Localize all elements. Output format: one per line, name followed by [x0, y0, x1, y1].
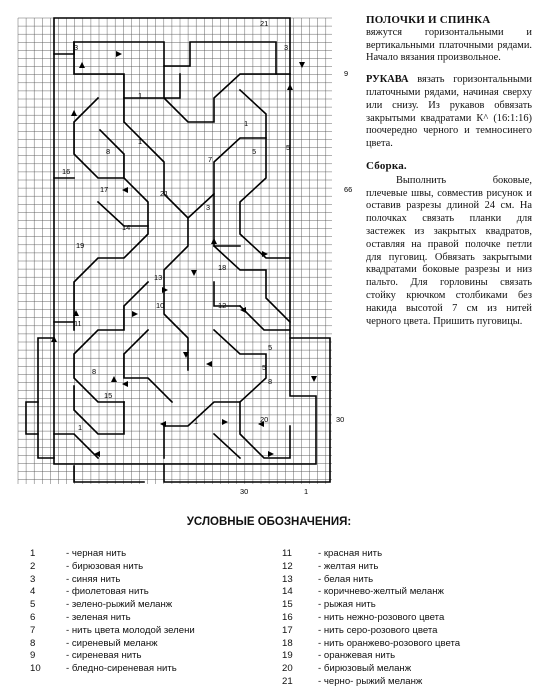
chart-blocks: [26, 18, 330, 482]
legend-item: [30, 586, 195, 599]
legend-item-number: 19: [282, 650, 293, 662]
legend-item-label: - черно- рыжий меланж: [318, 675, 423, 687]
direction-arrow: [51, 336, 57, 342]
legend-title: УСЛОВНЫЕ ОБОЗНАЧЕНИЯ:: [186, 516, 352, 528]
cell-number: 8: [92, 367, 97, 376]
direction-arrow: [79, 62, 85, 68]
cell-number: 1: [304, 487, 309, 496]
knitting-chart: [14, 14, 360, 498]
legend-item-label: - оранжевая нить: [318, 650, 396, 662]
cell-number: 30: [336, 415, 345, 424]
cell-number: 3: [206, 203, 211, 212]
cell-number: 18: [218, 263, 227, 272]
legend-item-number: 15: [282, 599, 293, 611]
legend-item-number: 3: [30, 573, 36, 585]
direction-arrow: [111, 376, 117, 382]
legend-item-label: - синяя нить: [66, 573, 121, 585]
cell-number: 30: [240, 487, 249, 496]
direction-arrow: [268, 451, 274, 457]
direction-arrow: [162, 287, 168, 293]
legend-item: [30, 650, 195, 663]
section-lead-sleeves: РУКАВА: [366, 74, 409, 86]
legend-item-number: 16: [282, 611, 293, 623]
block-diagonal: [164, 330, 269, 426]
cell-number: 7: [208, 155, 213, 164]
instructions-text: [366, 14, 532, 337]
legend-item-number: 12: [282, 560, 293, 572]
cell-number: 5: [286, 143, 291, 152]
legend-item-label: - белая нить: [318, 573, 374, 585]
legend-item-label: - бирюзовый меланж: [318, 663, 412, 675]
legend-item-label: - сиреневая нить: [66, 650, 142, 662]
legend-item: [282, 638, 460, 651]
cell-number: 5: [252, 147, 257, 156]
legend-item-number: 8: [30, 637, 36, 649]
direction-arrow: [71, 110, 77, 116]
cell-number: 8: [106, 147, 111, 156]
cell-number: 10: [156, 301, 165, 310]
block-diagonal: [240, 138, 290, 258]
legend-item: [30, 561, 195, 574]
legend-left-column: [30, 548, 195, 676]
legend-item: [30, 638, 195, 651]
section-body-assembly: Выполнить боковые, плечевые швы, совместив рисунок и оставив разрезы длиной 24 см. На полочках связать планки для застежек из закрытых квадратов, оставляя на правой полочке петли для пуговиц. Обвязать закрытыми квадратами боковые разрезы и низ пальто. Для горловины связать стойку крючком столбиками без накида высотой 7 см из нитей черного цвета. Пришить пуговицы.: [366, 174, 532, 327]
legend-item-number: 20: [282, 663, 293, 675]
block-diagonal: [214, 434, 240, 458]
cell-number: 66: [344, 185, 353, 194]
legend-item: [30, 625, 195, 638]
cell-number: 15: [104, 391, 113, 400]
block-outline: [164, 338, 330, 482]
legend-item-label: - сиреневый меланж: [66, 637, 158, 649]
legend-item: [282, 548, 460, 561]
cell-number: 12: [218, 301, 227, 310]
legend-item-number: 5: [30, 599, 36, 611]
cell-number: 3: [74, 43, 79, 52]
block-diagonal: [240, 402, 290, 458]
legend-item-label: - зелено-рыжий меланж: [66, 599, 173, 611]
cell-number: 20: [260, 415, 269, 424]
legend-right-column: [282, 548, 460, 689]
cell-number: 1: [244, 119, 249, 128]
legend-item-number: 6: [30, 611, 36, 623]
cell-number: 1: [138, 137, 143, 146]
legend-item: [30, 663, 195, 676]
cell-number: 8: [268, 377, 273, 386]
cell-number: 16: [62, 167, 71, 176]
cell-number: 1: [138, 91, 143, 100]
block-diagonal: [164, 218, 188, 370]
legend-item-label: - нить цвета молодой зелени: [66, 624, 195, 636]
legend-item-number: 4: [30, 586, 36, 598]
legend-item-number: 17: [282, 624, 293, 636]
legend-item-label: - желтая нить: [318, 560, 379, 572]
direction-arrow: [287, 84, 293, 90]
cell-number: 19: [76, 241, 85, 250]
block-outline: [38, 338, 54, 458]
block-diagonal: [214, 194, 240, 246]
cell-number: 1: [78, 423, 83, 432]
cell-number: 17: [100, 185, 109, 194]
legend-item: [282, 574, 460, 587]
block-diagonal: [54, 434, 98, 458]
legend-item-label: - бледно-сиреневая нить: [66, 663, 177, 675]
section-sleeves: [366, 74, 532, 151]
legend-item: [282, 625, 460, 638]
legend-item-number: 11: [282, 548, 292, 559]
legend-item: [30, 612, 195, 625]
direction-arrow: [311, 376, 317, 382]
direction-arrow: [132, 311, 138, 317]
direction-arrow: [299, 62, 305, 68]
legend-item: [282, 676, 460, 689]
cell-number: 14: [122, 223, 131, 232]
legend-item: [282, 650, 460, 663]
legend-item: [30, 599, 195, 612]
direction-arrow: [160, 421, 166, 427]
direction-arrow: [211, 238, 217, 244]
chart-grid: [18, 18, 332, 484]
legend-item-number: 18: [282, 637, 293, 649]
cell-number: 11: [74, 319, 82, 328]
legend-item-number: 13: [282, 573, 293, 585]
legend-item: [282, 561, 460, 574]
legend-item-number: 14: [282, 586, 293, 598]
legend-item-label: - красная нить: [318, 548, 383, 559]
cell-number: 5: [262, 363, 267, 372]
legend-item-number: 9: [30, 650, 36, 662]
legend-item: [282, 663, 460, 676]
section-title-fronts-back: ПОЛОЧКИ И СПИНКА: [366, 14, 491, 26]
legend-item: [30, 574, 195, 587]
legend-item-label: - фиолетовая нить: [66, 586, 149, 598]
direction-arrow: [222, 419, 228, 425]
legend-item-number: 10: [30, 663, 41, 675]
legend-item-label: - коричнево-желтый меланж: [318, 586, 444, 598]
cell-number: 3: [284, 43, 289, 52]
block-diagonal: [74, 178, 148, 330]
cell-number: 9: [344, 69, 349, 78]
legend-item-number: 7: [30, 624, 36, 636]
legend-item: [282, 599, 460, 612]
legend-item-label: - бирюзовая нить: [66, 560, 144, 572]
section-body-fronts-back: вяжутся горизонтальными и вертикальными платочными рядами. Начало вязания произвольное.: [366, 26, 532, 64]
legend-item: [282, 586, 460, 599]
legend-item: [30, 548, 195, 561]
legend-item-label: - нить серо-розового цвета: [318, 624, 438, 636]
legend-item-label: - зеленая нить: [66, 611, 131, 623]
legend-item-number: 1: [30, 548, 36, 559]
section-body-sleeves: вязать горизонтальными платочными рядами, начиная сверху или снизу. Из рукавов обвязать закрытыми квадратами К^ (16:1:16) поочередно черного и темносинего цвета.: [366, 74, 532, 150]
direction-arrow: [116, 51, 122, 57]
legend-item-label: - черная нить: [66, 548, 127, 559]
cell-number: 13: [154, 273, 163, 282]
legend-item-number: 21: [282, 675, 293, 687]
direction-arrow: [122, 381, 128, 387]
cell-number: 5: [268, 343, 273, 352]
legend-item: [282, 612, 460, 625]
legend-item-number: 2: [30, 560, 36, 572]
section-title-assembly: Сборка.: [366, 159, 407, 172]
legend-item-label: - нить оранжево-розового цвета: [318, 637, 461, 649]
cell-number: 21: [160, 189, 169, 198]
legend-item-label: - нить нежно-розового цвета: [318, 611, 445, 623]
cell-number: 1: [194, 417, 199, 426]
legend-item-label: - рыжая нить: [318, 599, 376, 611]
cell-number: 21: [260, 19, 269, 28]
